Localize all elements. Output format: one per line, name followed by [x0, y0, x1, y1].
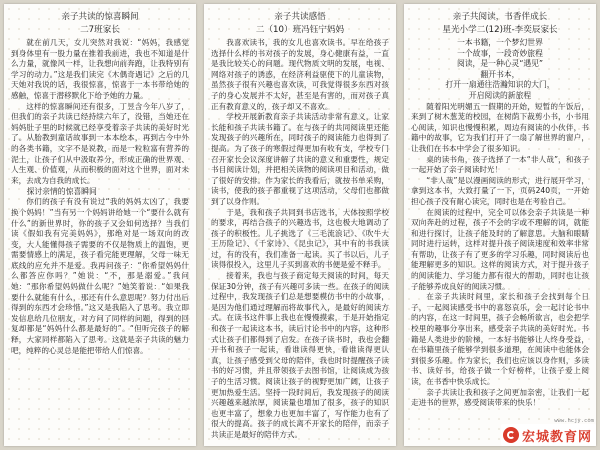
paragraph: 你们的孩子有没有说过“我的妈妈太凶了，我要换个妈妈！”当有另一个妈妈讲给她一个“要什么就有什么”的新世界时，你的孩子又会如何选择？当我们读《假如我有完美妈妈》，那绝对是一场双向的改变，大人能懂得孩子需要的不仅是物质上的温饱，更需要情感上的满足，孩子看完能更理解，父母一味无底线的应允并不是爱。我再问孩子：“你希望妈妈什么都答应你吗？”她说：“不，那是溺爱。”我问她：“那你希望妈妈做什么呢？”她笑着说：“如果我要什么就能有什么，那还有什么意思呢？努力付出后得到的东西才会珍惜。”这又是我陷入了思考。我立即发信息给几位朋友，对方问了同样的问题，得到的回复却都是“妈妈什么都是最好的”。“但听完孩子的解释，大家同样都陷入了思考。这就是亲子共读的魅力吧，纯粹的心灵总是能把带给人们惊喜。: [11, 197, 189, 355]
article-title: 亲子共读的惊喜瞬间: [61, 12, 139, 22]
article-title: 亲子共读感悟: [274, 12, 326, 22]
paragraph: 学校开展新教育亲子共读活动非常有意义，让家长能和孩子共读书籍了。在与孩子的共同阅读里还能发现孩子的兴趣所在，同时孩子的阅读能力也得到了提高。为了孩子的寒假过得更加有收有支，学校专门召开家长会议深度讲解了共读的意义和重要性，规定书目阅读计划，并把相关读物的阅读项目和活动，做了很好的安排。作为家长的我看后，就按书单采购，读书，使我的孩子都重视了这项活动，父母们也都做到了以身作则。: [211, 112, 389, 206]
paragraph: 在亲子共读时间里，家长和孩子会找到每个日子，一起阅读感受书中的喜怒哀乐，会一起讨论书中的内容，在这一时间里，孩子会畅所欲言，也会把学校里的趣事分享出来，感受亲子共读的美好时光。书籍是人类进步的阶梯，一本好书能够让人终身受益，在书籍里孩子能够学到很多道理，在阅读中也能体会到很多乐趣。作为家长，我们也应该以身作则，多读书、读好书，给孩子做一个好榜样，让孩子爱上阅读，在书香中快乐成长。: [411, 292, 589, 386]
article-author: 二7班家长: [80, 25, 120, 35]
paragraph: “非人哉”是以漫画阅读的形式，进行展开学习，拿到这本书，大致打量了一下，页码240页，一开始担心孩子没有耐心读完，同时也是在考验自己。: [411, 175, 589, 206]
poem-line: 打开一扇通往浩瀚知识的大门，: [445, 80, 555, 90]
paragraph: 亲子共读让我和孩子之间更加亲密，让我们一起走进书的世界，感受阅读带来的快乐！: [411, 387, 589, 408]
watermark-logo: [501, 424, 596, 446]
paragraph: 我喜欢读书，我的女儿也喜欢读书。早在给孩子选择什么样的书对孩子的发展，身心健康有益，一直是我比较关心的问题。现代物质文明的发展，电视、网络对孩子的诱惑，在经济利益驱使下的儿童读物，虽然孩子很有兴趣也喜欢读，可我觉得很多东西对孩子的身心发展并不太好，甚至是有害的，而对孩子真正有教育意义的，孩子却又不喜欢。: [211, 38, 389, 111]
paragraph: 桌的读书角，孩子选择了一本“非人哉”，和孩子一起开始了亲子阅读时光！: [411, 154, 589, 175]
article-author: 星光小学二(12)班-李奕辰家长: [442, 25, 558, 35]
poem-line: 翻开书本，: [480, 69, 520, 79]
poem-line: 开启阅读的新旅程: [468, 90, 532, 100]
paragraph: 这样的惊喜瞬间还有很多，丁昱含今年八岁了，但我们的亲子共读已经持续六年了，没错，当她还在妈妈肚子里的时候就已经享受着亲子共读的美好时光了。从胎教到童话故事到一本本绘本，再到古今中外的各类书籍，文字不是说教，而是一粒粒富有营养的泥土，让孩子们从中汲取养分，形成正确的世界观、人生观、价值观，从而积极的面对这个世界，面对未来，去成为自我的成长。: [11, 101, 189, 185]
paragraph: 就在前几天，女儿突然对我说：“妈妈，我感觉到身体里有一股力量在推着我前进，我也不知道是什么力量，就像风一样，让我想向前奔跑，让我特别有学习的动力。”这是我们读完《木偶奇遇记》之后的几天她对我说的话，我很惊喜，惊喜于一本书带给她的感触，惊喜于潜移默化下给予她的力量。: [11, 38, 189, 100]
brand-logo-icon: [503, 427, 519, 443]
paragraph: 于是，我和孩子共同到书店选书，大体按照学校的要求，再结合孩子的兴趣选书，这也极大地调动了孩子的积极性。儿子挑选了《三毛流浪记》、《吹牛大王历险记》、《千家诗》、《昆虫记》，其中有的书我读过，有的没有，我们准备一起读。买了书以后，儿子读得很投入，这里儿子买到喜欢的书便是爱不释手。: [211, 207, 389, 270]
article-page-3: [404, 4, 596, 446]
poem-line: 一个故事，一段奇妙旅程: [457, 48, 543, 58]
paragraph: 在阅读的过程中，完全可以体会亲子共读是一种双向奔赴的过程，孩子不会的字或不理解的词，就能和进行探讨，让孩子能及时的了解意思。大脑和眼睛同时进行运转，这样对提升孩子阅读速度和效率非常有帮助，让孩子有了更多的学习乐趣，同时阅读后也能理解更多的知识。这样的阅读方式，对于提升孩子的阅读能力、学习能力都有很大的帮助，同时也让孩子能够养成良好的阅读习惯。: [411, 207, 589, 291]
article-title: 亲子共阅读，书香伴成长: [452, 12, 548, 22]
article-author: 二（10）班冯钰宁妈妈: [255, 25, 345, 35]
watermark-url: www.hcjy.com: [554, 418, 594, 424]
paragraph: 接着来，我也与孩子商定每天阅读的时间，每天保证30分钟，孩子有兴趣可多读一些。在孩子的阅读过程中，我发现孩子们总是想要模仿书中的小故事，是因为他们通过理解而将故事代入，是最好的阅读方式。在读书这件事上我也在慢慢摸索，于是开始指定和孩子一起读这本书，读后讨论书中的内容，这种形式让孩子们都得到了启发。在孩子读书时，我也会翻开书和孩子一起读，看谁读得更快，看谁读得更认真，让孩子感受到父母的陪伴，我也时时提醒孩子读书的好习惯，并且带领孩子去图书馆，让阅读成为孩子的生活习惯。阅读让孩子的视野更加广阔，让孩子更加热爱生活。坚持一段时间后，我发现孩子的阅读兴趣越来越浓厚，阅读量也增加了很多，孩子的知识也更丰富了，想象力也更加丰富了，写作能力也有了很大的提高。孩子的成长离不开家长的陪伴，而亲子共读正是最好的陪伴方式。: [211, 271, 389, 439]
poem-line: 一本书籍，一个梦幻世界: [457, 38, 543, 47]
poem-line: 阅读，是一种心灵“遇见”: [456, 59, 544, 69]
section-heading: 探讨亲情的惊喜瞬间: [26, 187, 97, 197]
watermark-brand: 宏城教育网: [521, 429, 592, 445]
paragraph: 随着阳光明媚五一假期的开始，短暂的午饭后，来到了树木葱茏的校园，在树荫下裁剪小书，小书用心阅读，知识也慢慢积累，周边有阅读的小伙伴，书籍中的故事，它为我们打开了一扇了解世界的窗户，让我们在书本中学会了很多知识。: [411, 101, 589, 153]
article-page-1: [4, 4, 196, 446]
article-page-2: [204, 4, 396, 446]
